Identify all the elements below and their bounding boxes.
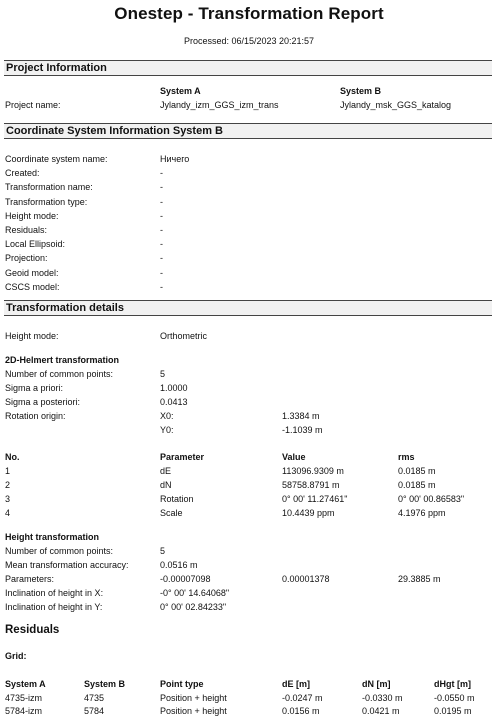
parameter-value: -0.00007098 — [160, 574, 211, 584]
residuals-cell: -0.0330 m — [362, 693, 403, 703]
x0-value: 1.3384 m — [282, 411, 320, 421]
params-cell: 0.0185 m — [398, 466, 436, 476]
params-cell: 0.0185 m — [398, 480, 436, 490]
cs-info-label: Transformation type: — [5, 196, 88, 207]
cs-info-label: Transformation name: — [5, 182, 93, 193]
cs-info-value: - — [160, 168, 163, 179]
residuals-cell: Position + height — [160, 706, 227, 716]
cs-info-value: Ничего — [160, 154, 190, 164]
helmert-row-label: Number of common points: — [5, 369, 114, 379]
cs-info-value: - — [160, 225, 163, 235]
residuals-header-cell: System A — [5, 679, 46, 689]
params-cell: 4 — [5, 508, 11, 518]
cs-info-value: - — [160, 196, 163, 207]
helmert-row-value: 5 — [160, 369, 166, 379]
cs-info-label: Residuals: — [5, 225, 48, 235]
project-name-system-b: Jylandy_msk_GGS_katalog — [340, 100, 452, 110]
residuals-cell: 0.0195 m — [434, 706, 472, 716]
residuals-cell: Position + height — [160, 693, 227, 703]
rotation-origin-label: Rotation origin: — [5, 411, 66, 421]
params-header-parameter: Parameter — [160, 452, 205, 462]
parameter-value: 29.3885 m — [398, 574, 441, 584]
params-cell: 0° 00' 11.27461" — [282, 494, 348, 504]
height-mode-label: Height mode: — [5, 331, 59, 341]
cs-info-label: Height mode: — [5, 210, 59, 221]
params-cell: dN — [160, 480, 172, 490]
residuals-header-cell: dN [m] — [362, 679, 391, 689]
parameters-label: Parameters: — [5, 574, 55, 584]
system-b-header: System B — [340, 86, 382, 96]
helmert-row-value: 0.0413 — [160, 397, 188, 407]
cs-info-label: CSCS model: — [5, 281, 60, 292]
cs-info-value: - — [160, 210, 163, 221]
cs-info-value: - — [160, 281, 163, 292]
params-header-no: No. — [5, 452, 20, 462]
params-cell: Rotation — [160, 494, 194, 504]
residuals-header-cell: System B — [84, 679, 126, 689]
params-cell: 2 — [5, 480, 11, 490]
params-cell: dE — [160, 466, 172, 476]
section-project-information: Project Information — [4, 60, 492, 76]
helmert-row-value: 1.0000 — [160, 383, 188, 393]
height-row-label: Mean transformation accuracy: — [5, 560, 129, 570]
project-name-label: Project name: — [5, 100, 61, 110]
residuals-cell: 4735 — [84, 693, 105, 703]
x0-label: X0: — [160, 411, 174, 421]
residuals-header-cell: Point type — [160, 679, 204, 689]
residuals-cell: 4735-izm — [5, 693, 43, 703]
helmert-row-label: Sigma a priori: — [5, 383, 64, 393]
params-cell: 0° 00' 00.86583" — [398, 494, 465, 504]
cs-info-label: Projection: — [5, 253, 48, 264]
params-header-value: Value — [282, 452, 306, 462]
y0-value: -1.1039 m — [282, 425, 323, 435]
system-a-header: System A — [160, 86, 201, 96]
cs-info-label: Geoid model: — [5, 267, 59, 278]
cs-info-value: - — [160, 267, 163, 278]
section-coordinate-system-info: Coordinate System Information System B — [4, 123, 492, 139]
height-transformation-title: Height transformation — [5, 532, 100, 542]
residuals-header-cell: dE [m] — [282, 679, 310, 689]
residuals-cell: 0.0421 m — [362, 706, 400, 716]
cs-info-label: Local Ellipsoid: — [5, 239, 66, 250]
helmert-row-label: Sigma a posteriori: — [5, 397, 81, 407]
y0-label: Y0: — [160, 425, 174, 435]
cs-info-label: Created: — [5, 168, 40, 179]
params-cell: 1 — [5, 466, 11, 476]
height-row-value: 0.0516 m — [160, 560, 198, 570]
inclination-y-label: Inclination of height in Y: — [5, 602, 103, 612]
residuals-cell: 5784-izm — [5, 706, 43, 716]
params-cell: 10.4439 ppm — [282, 508, 335, 518]
residuals-cell: 5784 — [84, 706, 105, 716]
helmert-title: 2D-Helmert transformation — [5, 355, 120, 365]
residuals-header-cell: dHgt [m] — [434, 679, 471, 689]
height-mode-value: Orthometric — [160, 331, 208, 341]
report-title: Onestep - Transformation Report — [114, 4, 384, 23]
section-transformation-details: Transformation details — [4, 300, 492, 316]
params-cell: 113096.9309 m — [282, 466, 344, 476]
residuals-title: Residuals — [5, 624, 60, 636]
residuals-cell: -0.0247 m — [282, 693, 323, 703]
residuals-cell: 0.0156 m — [282, 706, 320, 716]
processed-timestamp: Processed: 06/15/2023 20:21:57 — [183, 36, 315, 46]
cs-info-value: - — [160, 239, 163, 250]
params-cell: 3 — [5, 494, 11, 504]
params-cell: Scale — [160, 508, 183, 518]
params-header-rms: rms — [398, 452, 415, 462]
project-name-system-a: Jylandy_izm_GGS_izm_trans — [160, 100, 279, 110]
residuals-cell: -0.0550 m — [434, 693, 475, 703]
cs-info-label: Coordinate system name: — [5, 154, 108, 164]
cs-info-value: - — [160, 253, 163, 264]
inclination-x-value: -0° 00' 14.64068" — [160, 588, 230, 598]
inclination-x-label: Inclination of height in X: — [5, 588, 104, 598]
grid-label: Grid: — [5, 651, 27, 661]
inclination-y-value: 0° 00' 02.84233" — [160, 602, 227, 612]
height-row-label: Number of common points: — [5, 546, 114, 556]
parameter-value: 0.00001378 — [282, 574, 330, 584]
height-row-value: 5 — [160, 546, 166, 556]
params-cell: 4.1976 ppm — [398, 508, 446, 518]
params-cell: 58758.8791 m — [282, 480, 340, 490]
cs-info-value: - — [160, 182, 163, 193]
